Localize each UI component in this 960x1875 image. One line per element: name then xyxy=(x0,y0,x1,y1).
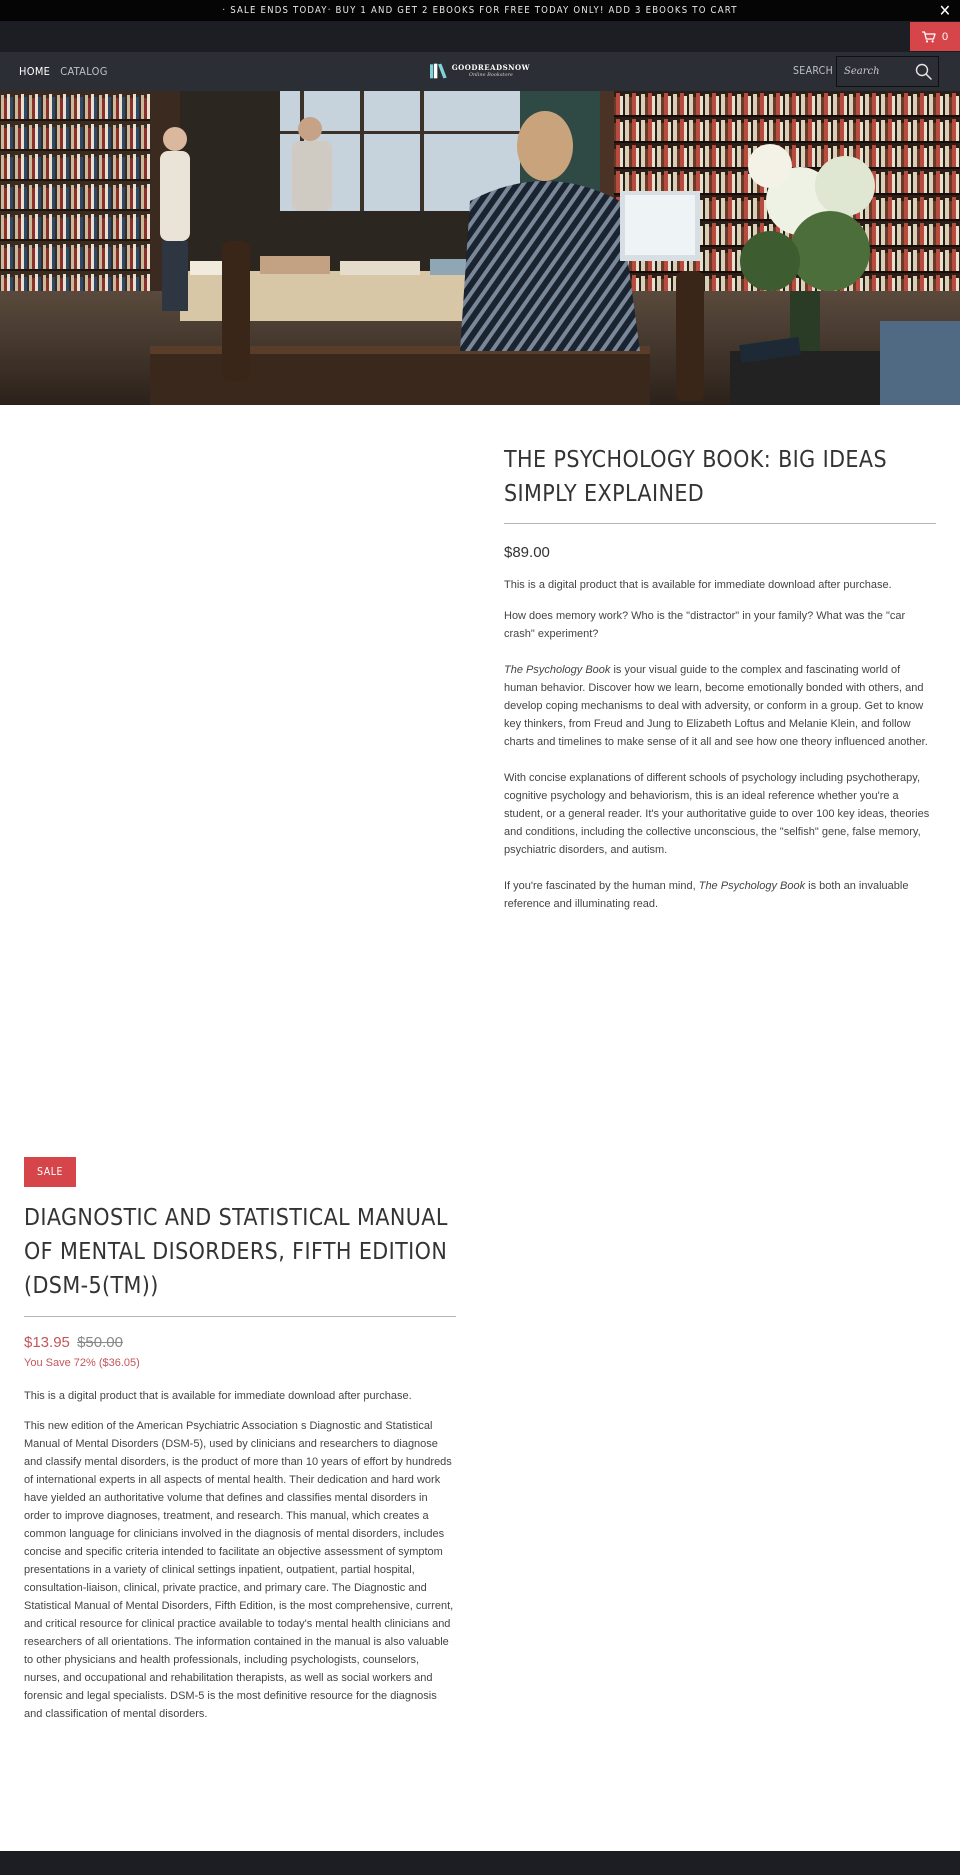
product-psychology-book xyxy=(504,443,936,913)
product-description-1 xyxy=(504,661,936,751)
savings-text: You Save 72% ($36.05) xyxy=(24,1357,140,1369)
product-price: $89.00 xyxy=(504,544,550,561)
main-nav xyxy=(0,52,960,91)
product-description-3 xyxy=(504,877,936,913)
close-icon[interactable]: ✕ xyxy=(938,1,953,20)
search-label: SEARCH xyxy=(793,65,833,77)
footer xyxy=(0,1851,960,1875)
product-description: This new edition of the American Psychiatric Association s Diagnostic and Statistical Manual of Mental Disorders (DSM-5), used by clinicians and researchers to diagnose and classify mental disorders, is the product of more than 10 years of effort by hundreds of international experts in all aspects of mental health. Their dedication and hard work have yielded an authoritative volume that defines and classifies mental disorders in order to improve diagnoses, treatment, and research. This manual, which creates a common language for clinicians involved in the diagnosis of mental disorders, includes concise and specific criteria intended to facilitate an objective assessment of symptom presentations in a variety of clinical settings inpatient, outpatient, partial hospital, consultation-liaison, clinical, private practice, and primary care. The Diagnostic and Statistical Manual of Mental Disorders, Fifth Edition, is the most comprehensive, current, and critical resource for clinical practice available to today's mental health clinicians and researchers of all orientations. The information contained in the manual is also valuable to other physicians and health professionals, including psychologists, counselors, nurses, and occupational and rehabilitation therapists, as well as social workers and forensic and legal specialists. DSM-5 is the most definitive resource for the diagnosis and classification of mental disorders. xyxy=(24,1420,454,1720)
hero-banner-image xyxy=(0,91,960,405)
book-title-em-2: The Psychology Book xyxy=(698,880,806,892)
search-box xyxy=(836,56,939,87)
sale-badge: SALE xyxy=(24,1157,76,1187)
product-title[interactable]: DIAGNOSTIC AND STATISTICAL MANUAL OF MENTAL DISORDERS, FIFTH EDITION (DSM-5(TM)) xyxy=(24,1205,448,1299)
para1-text: is your visual guide to the complex and fascinating world of human behavior. Discover how we learn, become emotionally bonded with others, and develop coping mechanisms to deal with adversity, or conform in a group. Get to know key thinkers, from Freud and Jung to Elizabeth Loftus and Melanie Klein, and follow charts and timelines to make sense of it all and see how one theory influenced another. xyxy=(504,664,928,748)
product-question: How does memory work? Who is the "distractor" in your family? What was the "car crash" experiment? xyxy=(504,610,906,640)
sale-price: $13.95 xyxy=(24,1334,70,1351)
site-logo[interactable] xyxy=(430,59,530,83)
book-title-em: The Psychology Book xyxy=(504,664,611,676)
title-divider xyxy=(504,523,936,524)
cart-button[interactable] xyxy=(910,22,960,51)
nav-link-home[interactable]: HOME xyxy=(19,65,51,78)
para3-post: is both an invaluable reference and illuminating read. xyxy=(504,880,909,910)
product-description-2: With concise explanations of different schools of psychology including psychotherapy, cognitive psychology and behaviorism, this is an ideal reference whether you're a student, or a general reader. It's your authoritative guide to over 100 key ideas, theories and conditions, including the collective unconscious, the "selfish" gene, false memory, psychiatric disorders, and autism. xyxy=(504,772,930,856)
digital-product-note: This is a digital product that is available for immediate download after purchase. xyxy=(24,1390,412,1402)
books-logo-icon xyxy=(430,60,447,82)
announcement-text: · SALE ENDS TODAY· BUY 1 AND GET 2 EBOOKS FOR FREE TODAY ONLY! ADD 3 EBOOKS TO CART xyxy=(222,5,738,16)
price-row xyxy=(24,1334,456,1351)
top-bar xyxy=(0,21,960,52)
compare-price: $50.00 xyxy=(77,1334,123,1351)
search-icon[interactable] xyxy=(915,63,932,80)
logo-name: GOODREADSNOW xyxy=(451,63,530,72)
digital-product-note: This is a digital product that is available for immediate download after purchase. xyxy=(504,579,892,591)
announcement-bar xyxy=(0,0,960,21)
logo-tagline: Online Bookstore xyxy=(468,72,513,78)
cart-count: 0 xyxy=(941,30,949,43)
nav-link-catalog[interactable]: CATALOG xyxy=(60,65,108,78)
product-dsm5 xyxy=(24,1157,456,1723)
product-title[interactable]: THE PSYCHOLOGY BOOK: BIG IDEAS SIMPLY EXPLAINED xyxy=(504,447,887,507)
para3-pre: If you're fascinated by the human mind, xyxy=(504,880,699,892)
title-divider xyxy=(24,1316,456,1317)
search-input[interactable] xyxy=(837,57,912,86)
cart-icon xyxy=(922,31,936,43)
